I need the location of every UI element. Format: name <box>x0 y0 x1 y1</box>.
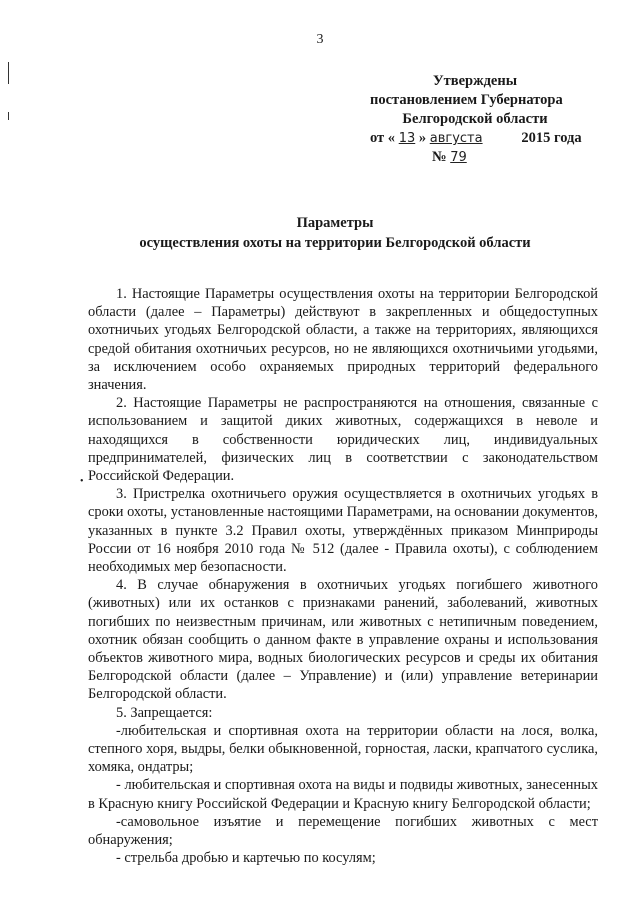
approval-line-3: Белгородской области <box>402 111 548 127</box>
date-mid: » <box>418 130 427 146</box>
title-line-2: осуществления охоты на территории Белгородской области <box>139 235 531 251</box>
title-line-1: Параметры <box>296 215 374 231</box>
paragraph-2: 2. Настоящие Параметры не распространяются на отношения, связанные с использованием и защитой диких животных, содержащихся в неволе и находящихся в собственности юридических лиц, индивидуальных предпринимателей, физических лиц в соответствии с законодательством Российской Федерации. <box>88 395 598 485</box>
date-day: 13 <box>398 131 416 146</box>
paragraph-4: 4. В случае обнаружения в охотничьих угодьях погибшего животного (животных) или их останков с признаками ранений, заболеваний, животных погибших по неизвестным причинам, или животных с нетипичным поведением, охотник обязан сообщить о данном факте в управление охраны и использования объектов животного мира, водных биологических ресурсов и среды их обитания Белгородской области (далее – Управление) и (или) управление ветеринарии Белгородской области. <box>88 577 598 703</box>
document-title <box>60 213 610 253</box>
approval-number-line <box>370 148 630 167</box>
paragraph-3: 3. Пристрелка охотничьего оружия осуществляется в охотничьих угодьях в сроки охоты, установленные настоящими Параметрами, на основании документов, указанных в пункте 3.2 Правил охоты, утверждённых приказом Минприроды России от 16 ноября 2010 года № 512 (далее - Правила охоты), с соблюдением необходимых мер безопасности. <box>88 486 598 576</box>
approval-line-2: постановлением Губернатора <box>370 92 563 108</box>
page-number: 3 <box>316 32 324 47</box>
approval-block <box>370 72 630 167</box>
list-item-4: - стрельба дробью и картечью по косулям; <box>116 850 376 867</box>
approval-date-line <box>370 129 630 148</box>
date-prefix: от « <box>370 130 396 146</box>
margin-mark <box>8 112 9 120</box>
list-item-2: - любительская и спортивная охота на виды и подвиды животных, занесенных в Красную книгу Российской Федерации и Красную книгу Белгородской области; <box>88 777 598 812</box>
paragraph-5: 5. Запрещается: <box>116 704 213 721</box>
approval-line-1: Утверждены <box>432 73 518 89</box>
number-prefix: № <box>432 149 447 165</box>
date-month: августа <box>429 131 483 146</box>
date-year: 2015 года <box>521 130 582 146</box>
margin-mark <box>8 62 9 84</box>
list-item-1: -любительская и спортивная охота на территории области на лося, волка, степного хоря, выдры, белки обыкновенной, горностая, ласки, крапчатого суслика, хомяка, ондатры; <box>88 722 598 776</box>
number-value: 79 <box>450 150 467 165</box>
margin-dot: • <box>80 476 84 487</box>
document-body <box>88 285 598 868</box>
list-item-3: -самовольное изъятие и перемещение погибших животных с мест обнаружения; <box>88 813 598 849</box>
paragraph-1: 1. Настоящие Параметры осуществления охоты на территории Белгородской области (далее – Параметры) действуют в закрепленных и общедоступных охотничьих угодьях Белгородской области, а также на территориях, являющихся средой обитания охотничьих ресурсов, но не являющихся охотничьими угодьями, за исключением особо охраняемых природных территорий федерального значения. <box>88 286 598 394</box>
